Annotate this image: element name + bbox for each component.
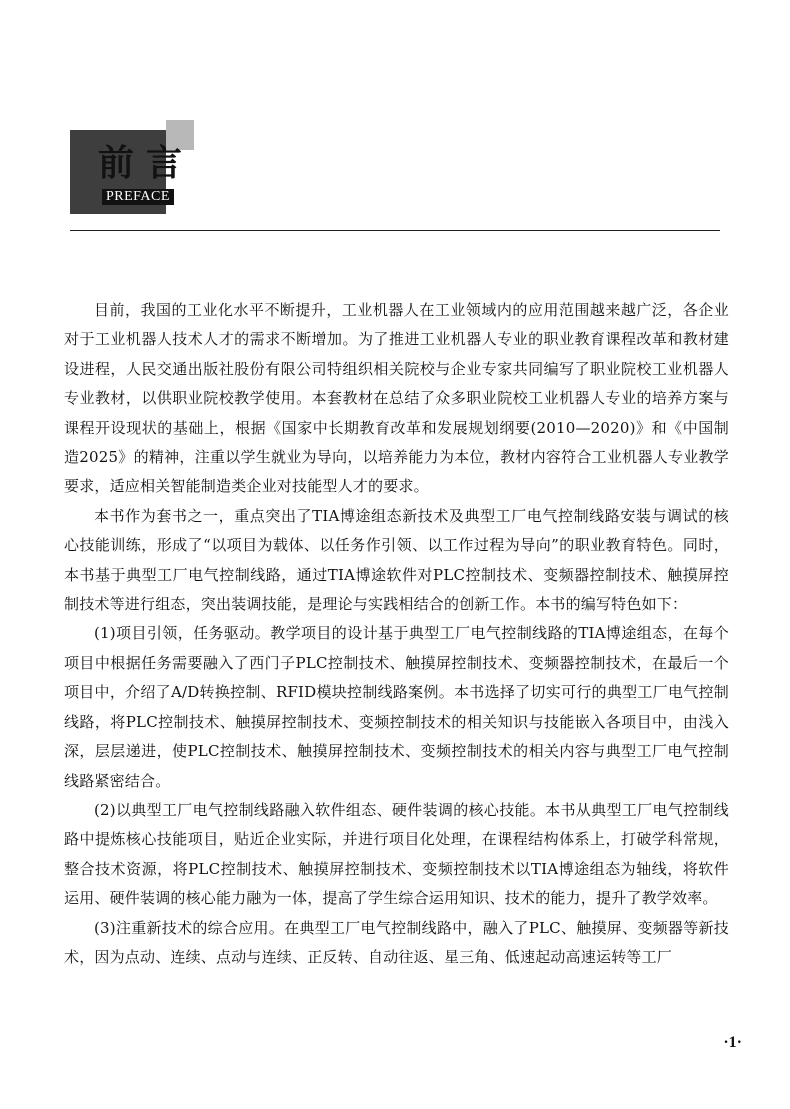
chapter-header — [70, 120, 730, 235]
page-number: ·1· — [723, 1034, 742, 1051]
preface-body — [64, 296, 729, 972]
paragraph: 本书作为套书之一，重点突出了TIA博途组态新技术及典型工厂电气控制线路安装与调试的核心技能训练，形成了“以项目为载体、以任务作引领、以工作过程为导向”的职业教育特色。同时，本书基于典型工厂电气控制线路，通过TIA博途软件对PLC控制技术、变频器控制技术、触摸屏控制技术等进行组态，突出装调技能，是理论与实践相结合的创新工作。本书的编写特色如下： — [64, 506, 729, 614]
page-subtitle: PREFACE — [102, 189, 174, 205]
header-divider — [70, 230, 720, 231]
paragraph: (3)注重新技术的综合应用。在典型工厂电气控制线路中，融入了PLC、触摸屏、变频器等新技术，因为点动、连续、点动与连续、正反转、自动往返、星三角、低速起动高速运转等工厂 — [64, 918, 729, 966]
paragraph: (1)项目引领，任务驱动。教学项目的设计基于典型工厂电气控制线路的TIA博途组态，在每个项目中根据任务需要融入了西门子PLC控制技术、触摸屏控制技术、变频器控制技术，在最后一个项目中，介绍了A/D转换控制、RFID模块控制线路案例。本书选择了切实可行的典型工厂电气控制线路，将PLC控制技术、触摸屏控制技术、变频控制技术的相关知识与技能嵌入各项目中，由浅入深，层层递进，使PLC控制技术、触摸屏控制技术、变频控制技术的相关内容与典型工厂电气控制线路紧密结合。 — [64, 624, 729, 790]
paragraph: (2)以典型工厂电气控制线路融入软件组态、硬件装调的核心技能。本书从典型工厂电气控制线路中提炼核心技能项目，贴近企业实际，并进行项目化处理，在课程结构体系上，打破学科常规，整合技术资源，将PLC控制技术、触摸屏控制技术、变频控制技术以TIA博途组态为轴线，将软件运用、硬件装调的核心能力融为一体，提高了学生综合运用知识、技术的能力，提升了教学效率。 — [64, 800, 729, 908]
page-title: 前言 — [98, 143, 195, 184]
paragraph: 目前，我国的工业化水平不断提升，工业机器人在工业领域内的应用范围越来越广泛，各企业对于工业机器人技术人才的需求不断增加。为了推进工业机器人专业的职业教育课程改革和教材建设进程，人民交通出版社股份有限公司特组织相关院校与企业专家共同编写了职业院校工业机器人专业教材，以供职业院校教学使用。本套教材在总结了众多职业院校工业机器人专业的培养方案与课程开设现状的基础上，根据《国家中长期教育改革和发展规划纲要(2010—2020)》和《中国制造2025》的精神，注重以学生就业为导向，以培养能力为本位，教材内容符合工业机器人专业教学要求，适应相关智能制造类企业对技能型人才的要求。 — [64, 301, 729, 496]
